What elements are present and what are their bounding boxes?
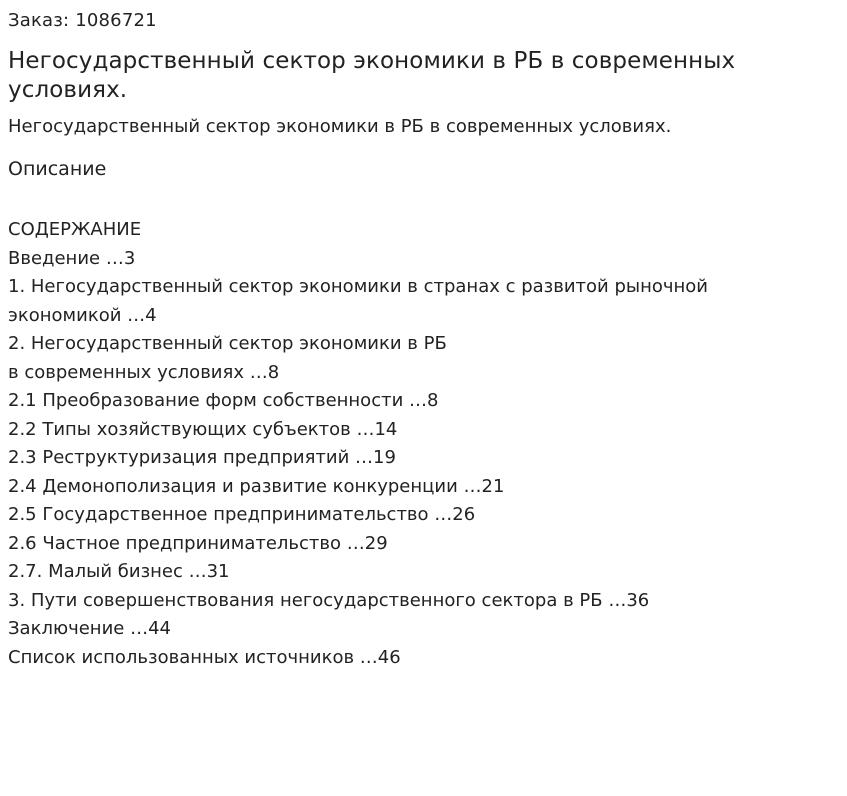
toc-line: Список использованных источников …46 — [8, 646, 401, 668]
toc-line: 1. Негосударственный сектор экономики в странах с развитой рыночной — [8, 276, 709, 297]
toc-line: 2. Негосударственный сектор экономики в РБ — [8, 333, 447, 354]
toc-line: 2.3 Реструктуризация предприятий …19 — [8, 447, 396, 468]
table-of-contents — [8, 216, 839, 672]
toc-line: 2.6 Частное предпринимательство …29 — [8, 532, 388, 554]
document-title: Негосударственный сектор экономики в РБ в современных условиях. — [8, 48, 736, 103]
toc-line: Введение …3 — [8, 247, 136, 269]
toc-line: 2.2 Типы хозяйствующих субъектов …14 — [8, 418, 398, 440]
document-subtitle: Негосударственный сектор экономики в РБ в современных условиях. — [8, 116, 672, 137]
toc-line: Заключение …44 — [8, 618, 171, 639]
toc-heading: СОДЕРЖАНИЕ — [8, 219, 142, 240]
order-number: Заказ: 1086721 — [8, 10, 157, 31]
toc-line: 3. Пути совершенствования негосударственного сектора в РБ …36 — [8, 589, 650, 611]
toc-line: 2.5 Государственное предпринимательство …26 — [8, 504, 476, 525]
description-heading: Описание — [8, 158, 107, 180]
toc-line: экономикой …4 — [8, 304, 157, 326]
toc-line: 2.1 Преобразование форм собственности …8 — [8, 390, 439, 411]
toc-line: 2.4 Демонополизация и развитие конкуренции …21 — [8, 475, 505, 497]
toc-line: в современных условиях …8 — [8, 361, 280, 383]
toc-line: 2.7. Малый бизнес …31 — [8, 561, 230, 582]
